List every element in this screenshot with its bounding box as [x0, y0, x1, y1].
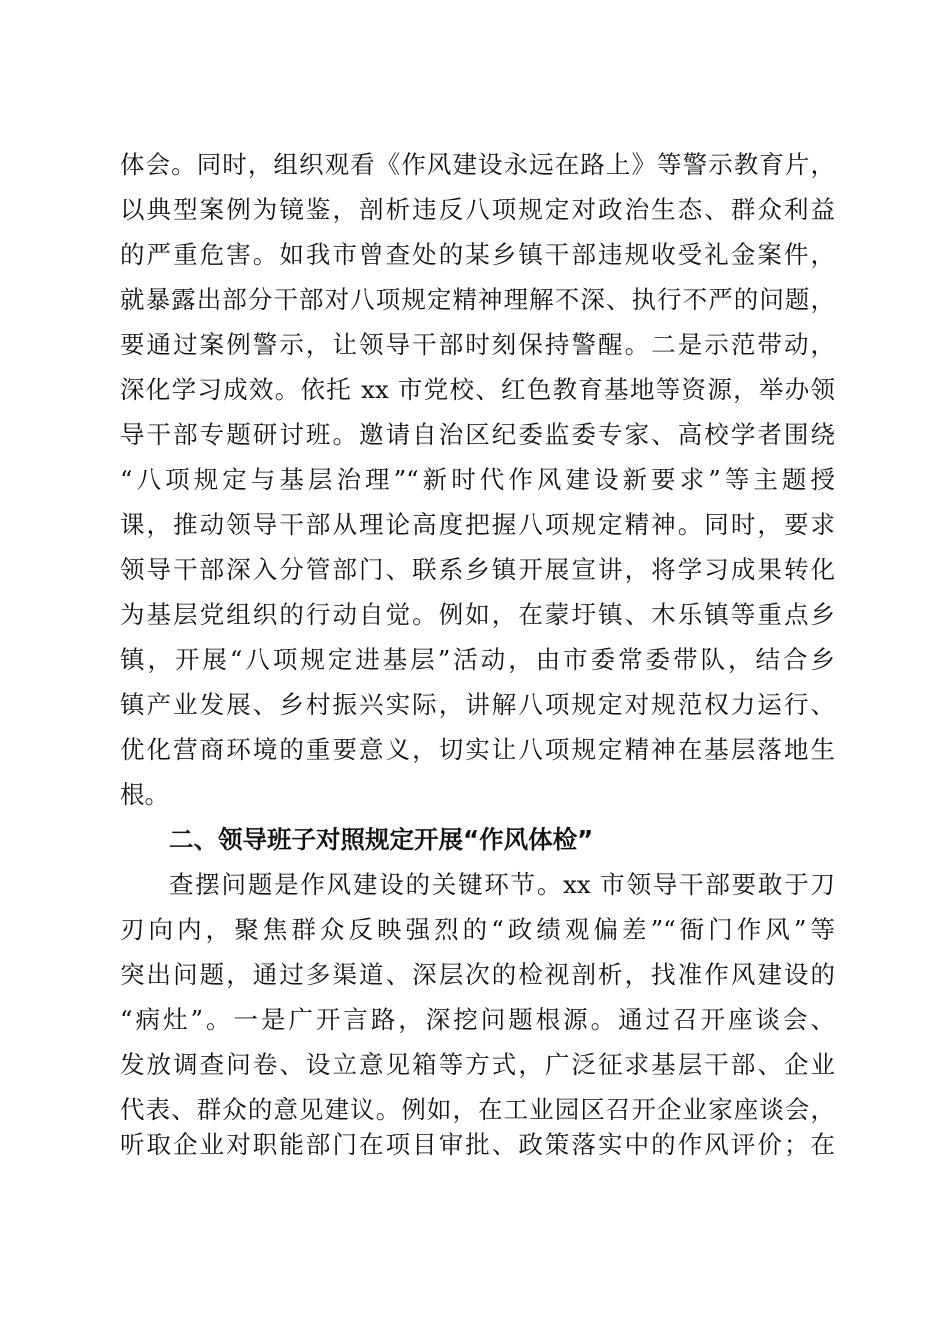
text-line: 发放调查问卷、设立意见箱等方式，广泛征求基层干部、企业: [120, 1050, 835, 1079]
text-line: 代表、群众的意见建议。例如，在工业园区召开企业家座谈会，: [120, 1095, 835, 1124]
text-line: 领导干部深入分管部门、联系乡镇开展宣讲，将学习成果转化: [120, 555, 835, 584]
text-line: 就暴露出部分干部对八项规定精神理解不深、执行不严的问题，: [120, 285, 835, 314]
text-line: 根。: [120, 780, 169, 809]
text-line: 优化营商环境的重要意义，切实让八项规定精神在基层落地生: [120, 735, 835, 764]
text-line: 突出问题，通过多渠道、深层次的检视剖析，找准作风建设的: [120, 960, 835, 989]
text-line: “八项规定与基层治理”“新时代作风建设新要求”等主题授: [120, 465, 835, 494]
text-line: 体会。同时，组织观看《作风建设永远在路上》等警示教育片，: [120, 150, 835, 179]
text-line: 以典型案例为镜鉴，剖析违反八项规定对政治生态、群众利益: [120, 195, 835, 224]
text-line: 查摆问题是作风建设的关键环节。xx 市领导干部要敢于刀: [169, 870, 835, 899]
text-line: 镇产业发展、乡村振兴实际，讲解八项规定对规范权力运行、: [120, 690, 835, 719]
text-line: 导干部专题研讨班。邀请自治区纪委监委专家、高校学者围绕: [120, 420, 835, 449]
section-heading: 二、领导班子对照规定开展“作风体检”: [169, 825, 594, 854]
text-line: 要通过案例警示，让领导干部时刻保持警醒。二是示范带动，: [120, 330, 835, 359]
text-line: 深化学习成效。依托 xx 市党校、红色教育基地等资源，举办领: [120, 375, 835, 404]
text-line: 镇，开展“八项规定进基层”活动，由市委常委带队，结合乡: [120, 645, 835, 674]
text-line: 课，推动领导干部从理论高度把握八项规定精神。同时，要求: [120, 510, 835, 539]
text-line: 为基层党组织的行动自觉。例如，在蒙圩镇、木乐镇等重点乡: [120, 600, 835, 629]
text-line: 的严重危害。如我市曾查处的某乡镇干部违规收受礼金案件，: [120, 240, 835, 269]
text-line: 听取企业对职能部门在项目审批、政策落实中的作风评价；在: [120, 1130, 835, 1159]
text-line: 刃向内，聚焦群众反映强烈的“政绩观偏差”“衙门作风”等: [120, 915, 835, 944]
text-line: “病灶”。一是广开言路，深挖问题根源。通过召开座谈会、: [120, 1005, 835, 1034]
